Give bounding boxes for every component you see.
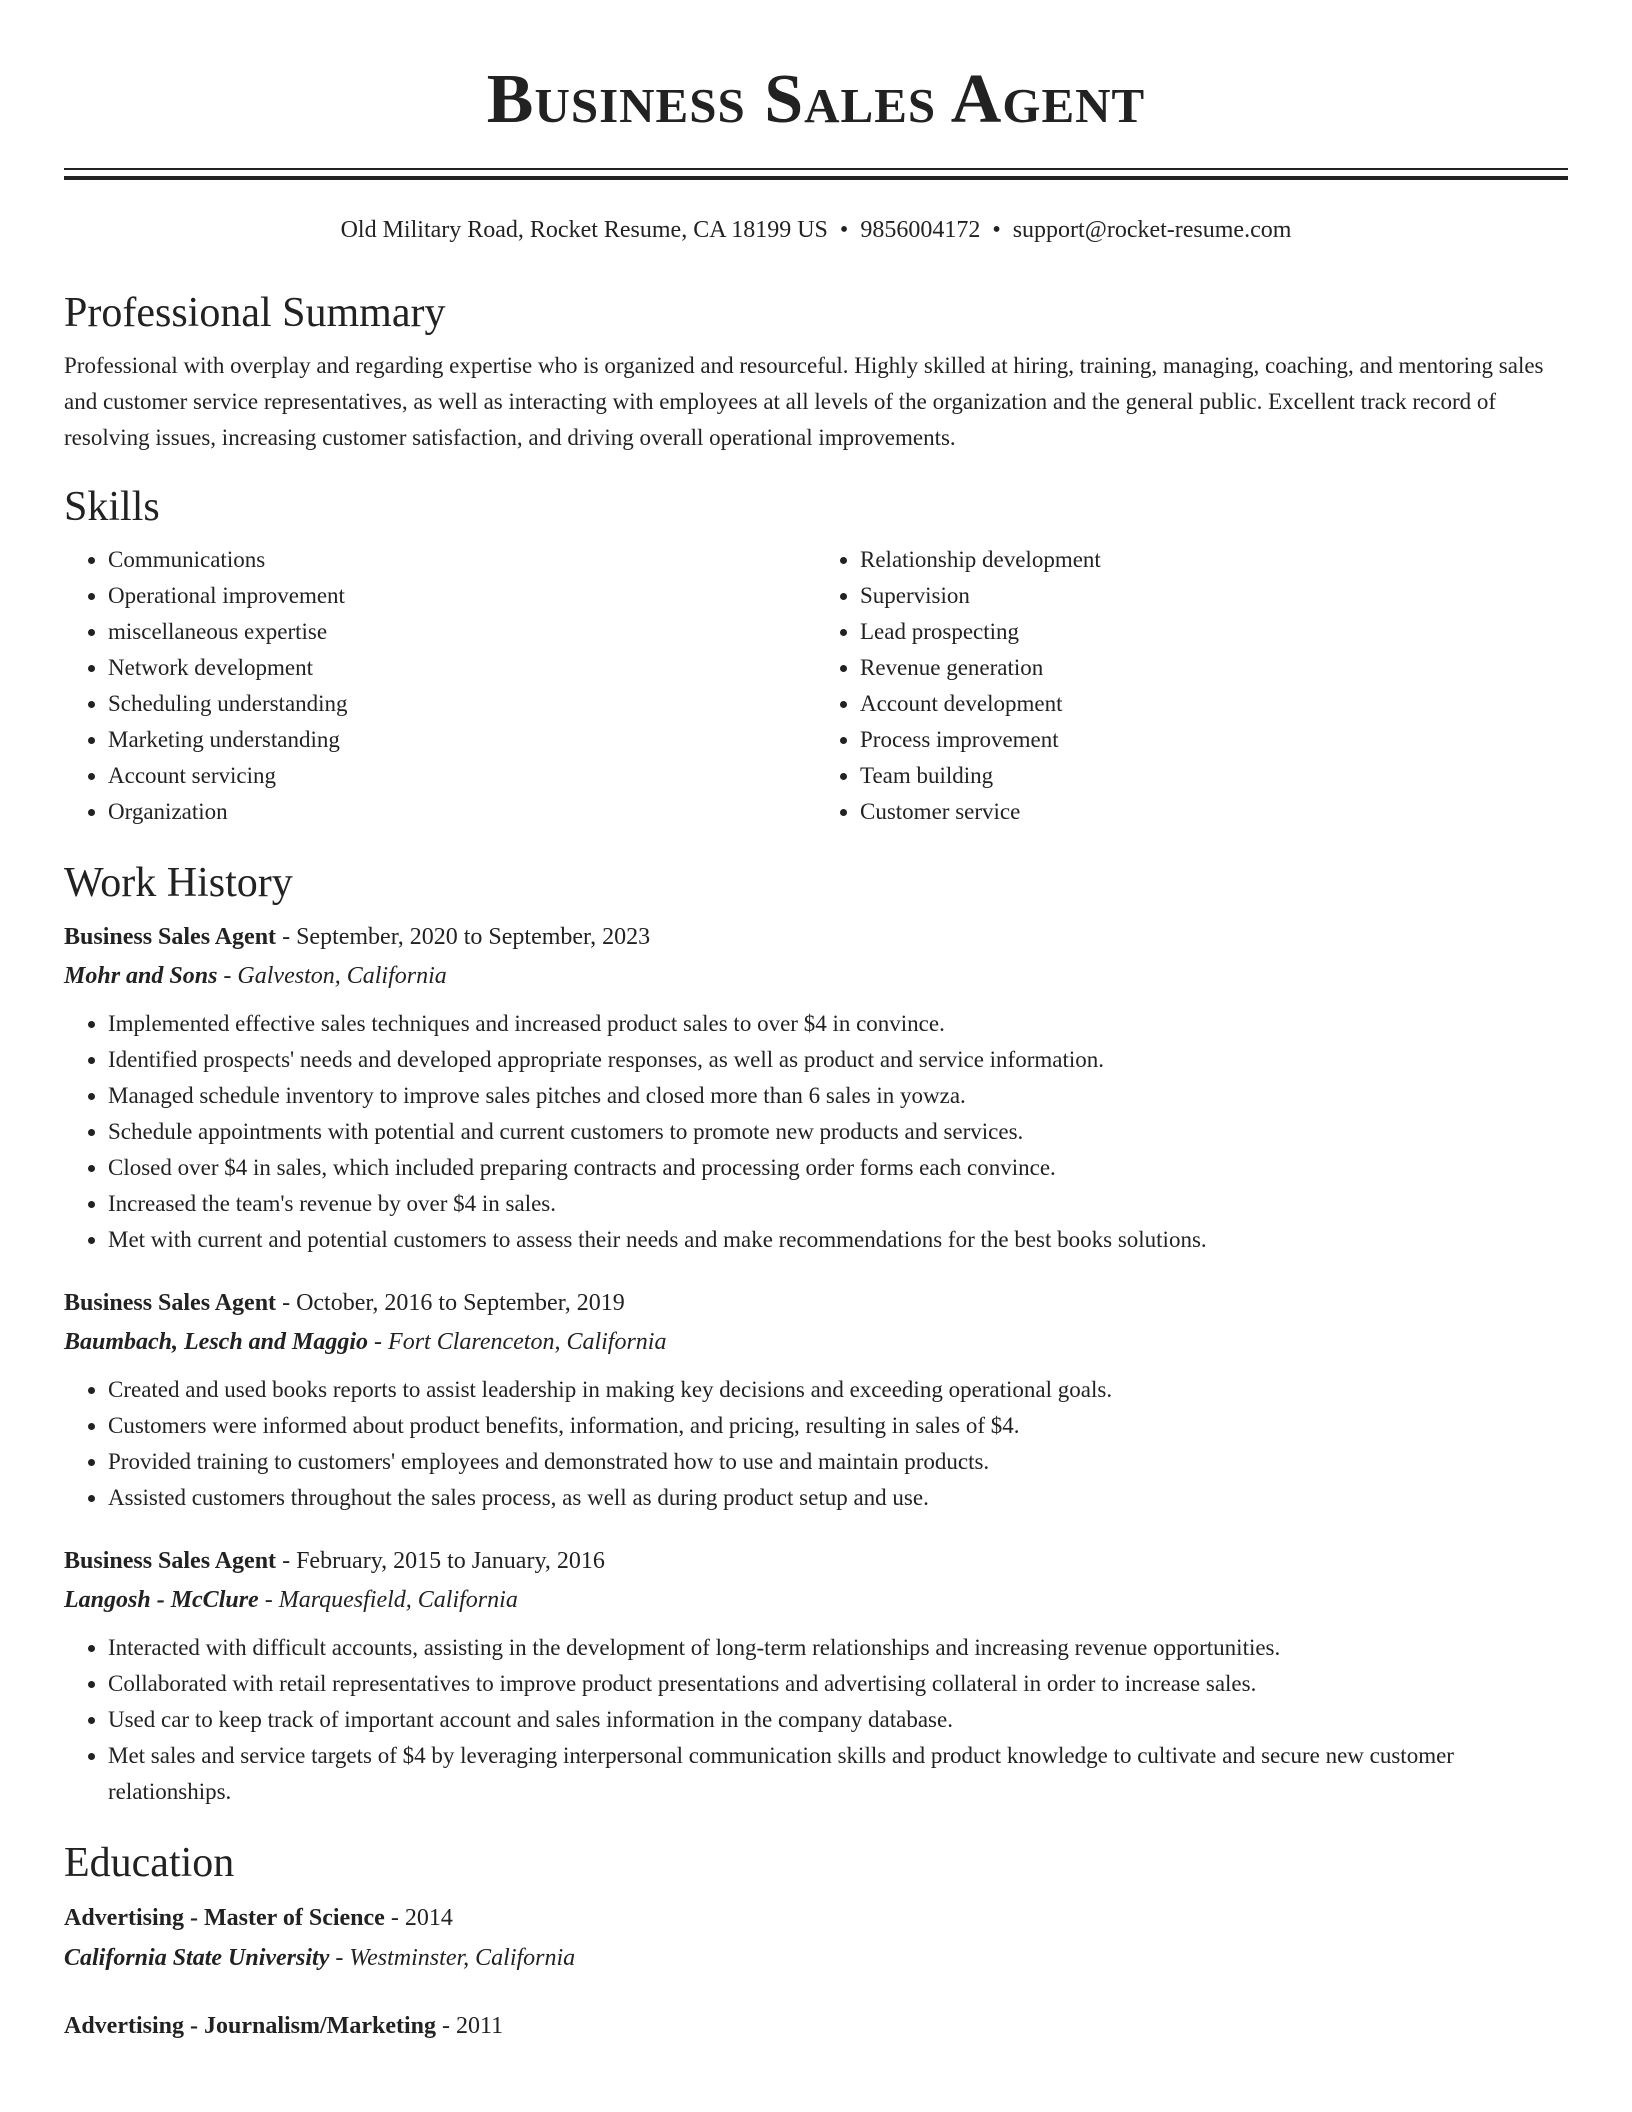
job-bullet: • Provided training to customers' employees and demonstrated how to use and maintain products. xyxy=(108,1444,1568,1480)
dash: - xyxy=(276,1290,297,1316)
summary-heading: Professional Summary xyxy=(64,290,446,336)
job-bullet: • Increased the team's revenue by over $4 in sales. xyxy=(108,1186,1568,1222)
job-bullets xyxy=(64,1372,1568,1516)
skill-item: • Team building xyxy=(860,758,1568,794)
job-title: Business Sales Agent xyxy=(64,1548,277,1574)
resume-content xyxy=(64,286,1568,2046)
contact-address: Old Military Road, Rocket Resume, CA 18199 US xyxy=(340,217,828,243)
skill-item: • Operational improvement xyxy=(108,578,816,614)
skill-item: • miscellaneous expertise xyxy=(108,614,816,650)
job-bullet: • Closed over $4 in sales, which included preparing contracts and processing order forms each convince. xyxy=(108,1150,1568,1186)
contact-email: support@rocket-resume.com xyxy=(1012,217,1292,243)
company-location: Fort Clarenceton, California xyxy=(388,1329,667,1355)
job-title-line xyxy=(64,918,1568,956)
contact-info xyxy=(64,214,1568,246)
skills-heading: Skills xyxy=(64,484,160,530)
summary-section xyxy=(64,286,1568,456)
job-entry xyxy=(64,918,1568,1258)
skill-item: • Relationship development xyxy=(860,542,1568,578)
education-title-line xyxy=(64,2006,1568,2046)
skill-item: • Lead prospecting xyxy=(860,614,1568,650)
skills-section xyxy=(64,480,1568,830)
company-line xyxy=(64,1580,1568,1620)
skill-item: • Customer service xyxy=(860,794,1568,830)
header-divider-thick xyxy=(64,176,1568,180)
job-bullet: • Identified prospects' needs and developed appropriate responses, as well as product and service information. xyxy=(108,1042,1568,1078)
skill-item: • Organization xyxy=(108,794,816,830)
dash: - xyxy=(384,1905,405,1931)
company-name: Baumbach, Lesch and Maggio xyxy=(64,1329,369,1355)
skills-list-right xyxy=(816,542,1568,830)
company-name: Mohr and Sons xyxy=(64,963,218,989)
work-history-section xyxy=(64,856,1568,1810)
skill-item: • Revenue generation xyxy=(860,650,1568,686)
school-location: Westminster, California xyxy=(349,1945,576,1971)
skill-item: • Scheduling understanding xyxy=(108,686,816,722)
company-location: Marquesfield, California xyxy=(278,1587,518,1613)
work-history-heading: Work History xyxy=(64,860,293,906)
education-entry xyxy=(64,1898,1568,1978)
skill-item: • Account development xyxy=(860,686,1568,722)
skills-list-left xyxy=(64,542,816,830)
job-bullets xyxy=(64,1630,1568,1810)
dash: - xyxy=(276,924,297,950)
job-bullet: • Implemented effective sales techniques and increased product sales to over $4 in convince. xyxy=(108,1006,1568,1042)
job-bullet: • Interacted with difficult accounts, assisting in the development of long-term relationships and increasing revenue opportunities. xyxy=(108,1630,1568,1666)
graduation-year: 2011 xyxy=(456,2013,504,2039)
dash: - xyxy=(276,1548,297,1574)
dash: - xyxy=(329,1945,350,1971)
skill-item: • Network development xyxy=(108,650,816,686)
skill-item: • Process improvement xyxy=(860,722,1568,758)
job-dates: February, 2015 to January, 2016 xyxy=(296,1548,605,1574)
job-bullet: • Customers were informed about product benefits, information, and pricing, resulting in sales of $4. xyxy=(108,1408,1568,1444)
job-dates: October, 2016 to September, 2019 xyxy=(296,1290,625,1316)
company-name: Langosh - McClure xyxy=(64,1587,259,1613)
education-entry xyxy=(64,2006,1568,2046)
contact-separator: • xyxy=(992,217,1001,243)
summary-text: Professional with overplay and regarding expertise who is organized and resourceful. Highly skilled at hiring, training, managing, coaching, and mentoring sales and customer service representatives, as well as interacting with employees at all levels of the organization and the general public. Excellent track record of resolving issues, increasing customer satisfaction, and driving overall operational improvements. xyxy=(64,353,1544,450)
job-bullet: • Met sales and service targets of $4 by leveraging interpersonal communication skills and product knowledge to cultivate and secure new customer relationships. xyxy=(108,1738,1568,1810)
school-line xyxy=(64,1938,1568,1978)
company-location: Galveston, California xyxy=(237,963,447,989)
job-title: Business Sales Agent xyxy=(64,924,277,950)
job-bullet: • Assisted customers throughout the sales process, as well as during product setup and use. xyxy=(108,1480,1568,1516)
job-entry xyxy=(64,1542,1568,1810)
contact-phone: 9856004172 xyxy=(860,217,981,243)
job-title-line xyxy=(64,1284,1568,1322)
skill-item: • Communications xyxy=(108,542,816,578)
dash: - xyxy=(258,1587,279,1613)
education-section xyxy=(64,1836,1568,2046)
job-dates: September, 2020 to September, 2023 xyxy=(296,924,651,950)
education-heading: Education xyxy=(64,1840,235,1886)
job-bullets xyxy=(64,1006,1568,1258)
degree: Advertising - Master of Science xyxy=(64,1905,385,1931)
company-line xyxy=(64,1322,1568,1362)
skills-columns xyxy=(64,542,1568,830)
company-line xyxy=(64,956,1568,996)
skill-item: • Marketing understanding xyxy=(108,722,816,758)
skill-item: • Account servicing xyxy=(108,758,816,794)
contact-separator: • xyxy=(839,217,849,243)
job-bullet: • Created and used books reports to assist leadership in making key decisions and exceeding operational goals. xyxy=(108,1372,1568,1408)
dash: - xyxy=(217,963,238,989)
education-title-line xyxy=(64,1898,1568,1938)
job-bullet: • Collaborated with retail representatives to improve product presentations and advertising collateral in order to increase sales. xyxy=(108,1666,1568,1702)
job-entry xyxy=(64,1284,1568,1516)
school-name: California State University xyxy=(64,1945,330,1971)
dash: - xyxy=(368,1329,389,1355)
degree: Advertising - Journalism/Marketing xyxy=(64,2013,436,2039)
job-bullet: • Met with current and potential customers to assess their needs and make recommendations for the best books solutions. xyxy=(108,1222,1568,1258)
dash: - xyxy=(436,2013,456,2039)
job-bullet: • Schedule appointments with potential and current customers to promote new products and services. xyxy=(108,1114,1568,1150)
job-title-line xyxy=(64,1542,1568,1580)
job-bullet: • Used car to keep track of important account and sales information in the company database. xyxy=(108,1702,1568,1738)
skill-item: • Supervision xyxy=(860,578,1568,614)
graduation-year: 2014 xyxy=(404,1905,453,1931)
job-title: Business Sales Agent xyxy=(64,1290,277,1316)
job-bullet: • Managed schedule inventory to improve sales pitches and closed more than 6 sales in yowza. xyxy=(108,1078,1568,1114)
header-divider-thin xyxy=(64,168,1568,170)
resume-name: Business Sales Agent xyxy=(486,61,1146,138)
